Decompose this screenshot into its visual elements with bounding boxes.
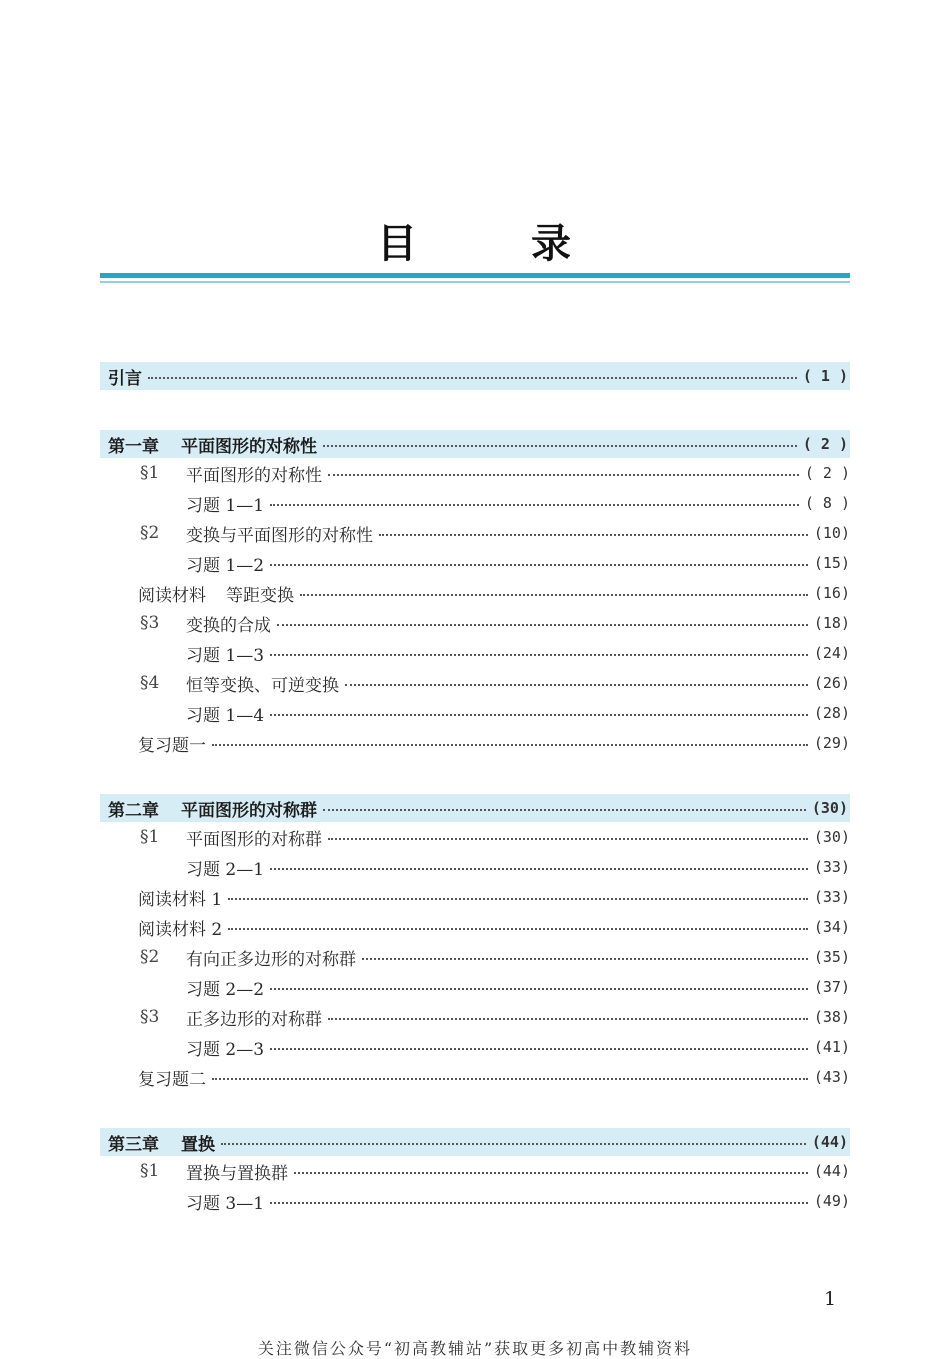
toc-entry[interactable]: [100, 548, 850, 578]
leader-dots: [323, 445, 797, 447]
toc-entry[interactable]: [100, 608, 850, 638]
section-number: §1: [140, 827, 160, 847]
toc-entry[interactable]: [100, 942, 850, 972]
leader-dots: [148, 377, 797, 379]
leader-dots: [328, 474, 799, 476]
entry-page: ( 8 ): [804, 494, 850, 512]
section-number: §2: [140, 523, 160, 543]
chapter-number: 第一章: [108, 436, 159, 457]
entry-page: (26): [813, 674, 850, 692]
toc-entry[interactable]: [100, 578, 850, 608]
entry-page: (28): [813, 704, 850, 722]
entry-page: (38): [813, 1008, 850, 1026]
entry-label: 复习题一: [138, 735, 206, 756]
entry-page: (35): [813, 948, 850, 966]
entry-page: (24): [813, 644, 850, 662]
chapter-title: 平面图形的对称群: [181, 800, 317, 821]
leader-dots: [221, 1143, 806, 1145]
page-number: 1: [824, 1288, 837, 1310]
leader-dots: [270, 1048, 808, 1050]
toc-entry[interactable]: [100, 1032, 850, 1062]
leader-dots: [294, 1172, 808, 1174]
leader-dots: [270, 1202, 808, 1204]
toc-intro-label: 引言: [108, 368, 142, 389]
entry-label: 习题 2—3: [186, 1039, 265, 1060]
entry-page: (30): [813, 828, 850, 846]
toc-entry[interactable]: [100, 972, 850, 1002]
section-number: §3: [140, 1007, 160, 1027]
section-number: §1: [140, 1161, 160, 1181]
toc-entry[interactable]: [100, 1002, 850, 1032]
entry-label: 变换与平面图形的对称性: [186, 525, 373, 546]
entry-page: ( 2 ): [804, 464, 850, 482]
entry-label: 平面图形的对称性: [186, 465, 322, 486]
leader-dots: [212, 1078, 808, 1080]
entry-label: 习题 1—4: [186, 705, 265, 726]
entry-label: 正多边形的对称群: [186, 1009, 322, 1030]
entry-label: 恒等变换、可逆变换: [186, 675, 339, 696]
toc-entry[interactable]: [100, 668, 850, 698]
entry-page: (29): [813, 734, 850, 752]
toc-entry[interactable]: [100, 458, 850, 488]
toc-entry[interactable]: [100, 1062, 850, 1092]
reading-title: 等距变换: [226, 585, 294, 606]
toc-entry[interactable]: [100, 728, 850, 758]
footer-watermark: 关注微信公众号“初高教辅站”获取更多初高中教辅资料: [257, 1339, 693, 1358]
page-title: [0, 212, 950, 269]
section-number: §3: [140, 613, 160, 633]
leader-dots: [379, 534, 808, 536]
toc-chapter-2[interactable]: [100, 794, 850, 822]
toc-entry[interactable]: [100, 638, 850, 668]
section-number: §1: [140, 463, 160, 483]
toc-intro[interactable]: [100, 362, 850, 390]
toc-entry[interactable]: [100, 1156, 850, 1186]
toc-entry[interactable]: [100, 912, 850, 942]
toc-intro-page: ( 1 ): [802, 367, 848, 385]
entry-page: (18): [813, 614, 850, 632]
entry-label: 阅读材料 2: [138, 919, 223, 940]
entry-label: 阅读材料 1: [138, 889, 223, 910]
entry-label: 有向正多边形的对称群: [186, 949, 356, 970]
toc-entry[interactable]: [100, 518, 850, 548]
chapter-title: 平面图形的对称性: [181, 436, 317, 457]
leader-dots: [277, 624, 808, 626]
entry-page: (49): [813, 1192, 850, 1210]
chapter-number: 第二章: [108, 800, 159, 821]
leader-dots: [270, 988, 808, 990]
section-number: §2: [140, 947, 160, 967]
leader-dots: [300, 594, 808, 596]
entry-page: (34): [813, 918, 850, 936]
entry-label: 习题 2—2: [186, 979, 265, 1000]
entry-label: 置换与置换群: [186, 1163, 288, 1184]
title-char-2: 录: [530, 221, 573, 267]
entry-label: 习题 1—2: [186, 555, 265, 576]
leader-dots: [328, 838, 808, 840]
toc-entry[interactable]: [100, 698, 850, 728]
entry-page: (43): [813, 1068, 850, 1086]
toc-entry[interactable]: [100, 1186, 850, 1216]
entry-label: 习题 1—1: [186, 495, 265, 516]
title-rule-thin: [100, 281, 850, 283]
toc-chapter-3[interactable]: [100, 1128, 850, 1156]
chapter-page: ( 2 ): [802, 435, 848, 453]
leader-dots: [270, 504, 799, 506]
leader-dots: [270, 654, 808, 656]
leader-dots: [212, 744, 808, 746]
toc-entry[interactable]: [100, 882, 850, 912]
leader-dots: [228, 898, 808, 900]
toc-entry[interactable]: [100, 822, 850, 852]
leader-dots: [270, 714, 808, 716]
section-number: §4: [140, 673, 160, 693]
toc-entry[interactable]: [100, 488, 850, 518]
entry-label: 复习题二: [138, 1069, 206, 1090]
toc-chapter-1[interactable]: [100, 430, 850, 458]
entry-label: 阅读材料: [138, 585, 206, 606]
entry-page: (33): [813, 888, 850, 906]
entry-page: (10): [813, 524, 850, 542]
entry-page: (41): [813, 1038, 850, 1056]
leader-dots: [228, 928, 808, 930]
leader-dots: [362, 958, 808, 960]
title-rule-thick: [100, 273, 850, 278]
entry-label: 习题 3—1: [186, 1193, 265, 1214]
chapter-page: (44): [811, 1133, 848, 1151]
leader-dots: [328, 1018, 808, 1020]
chapter-title: 置换: [181, 1134, 215, 1155]
leader-dots: [345, 684, 808, 686]
leader-dots: [323, 809, 806, 811]
entry-label: 变换的合成: [186, 615, 271, 636]
entry-page: (15): [813, 554, 850, 572]
entry-page: (37): [813, 978, 850, 996]
leader-dots: [270, 868, 808, 870]
entry-label: 习题 2—1: [186, 859, 265, 880]
entry-label: 平面图形的对称群: [186, 829, 322, 850]
entry-page: (16): [813, 584, 850, 602]
entry-page: (44): [813, 1162, 850, 1180]
toc-entry[interactable]: [100, 852, 850, 882]
chapter-page: (30): [811, 799, 848, 817]
leader-dots: [270, 564, 808, 566]
title-char-1: 目: [377, 221, 420, 267]
entry-label: 习题 1—3: [186, 645, 265, 666]
chapter-number: 第三章: [108, 1134, 159, 1155]
table-of-contents: [100, 362, 850, 1216]
entry-page: (33): [813, 858, 850, 876]
